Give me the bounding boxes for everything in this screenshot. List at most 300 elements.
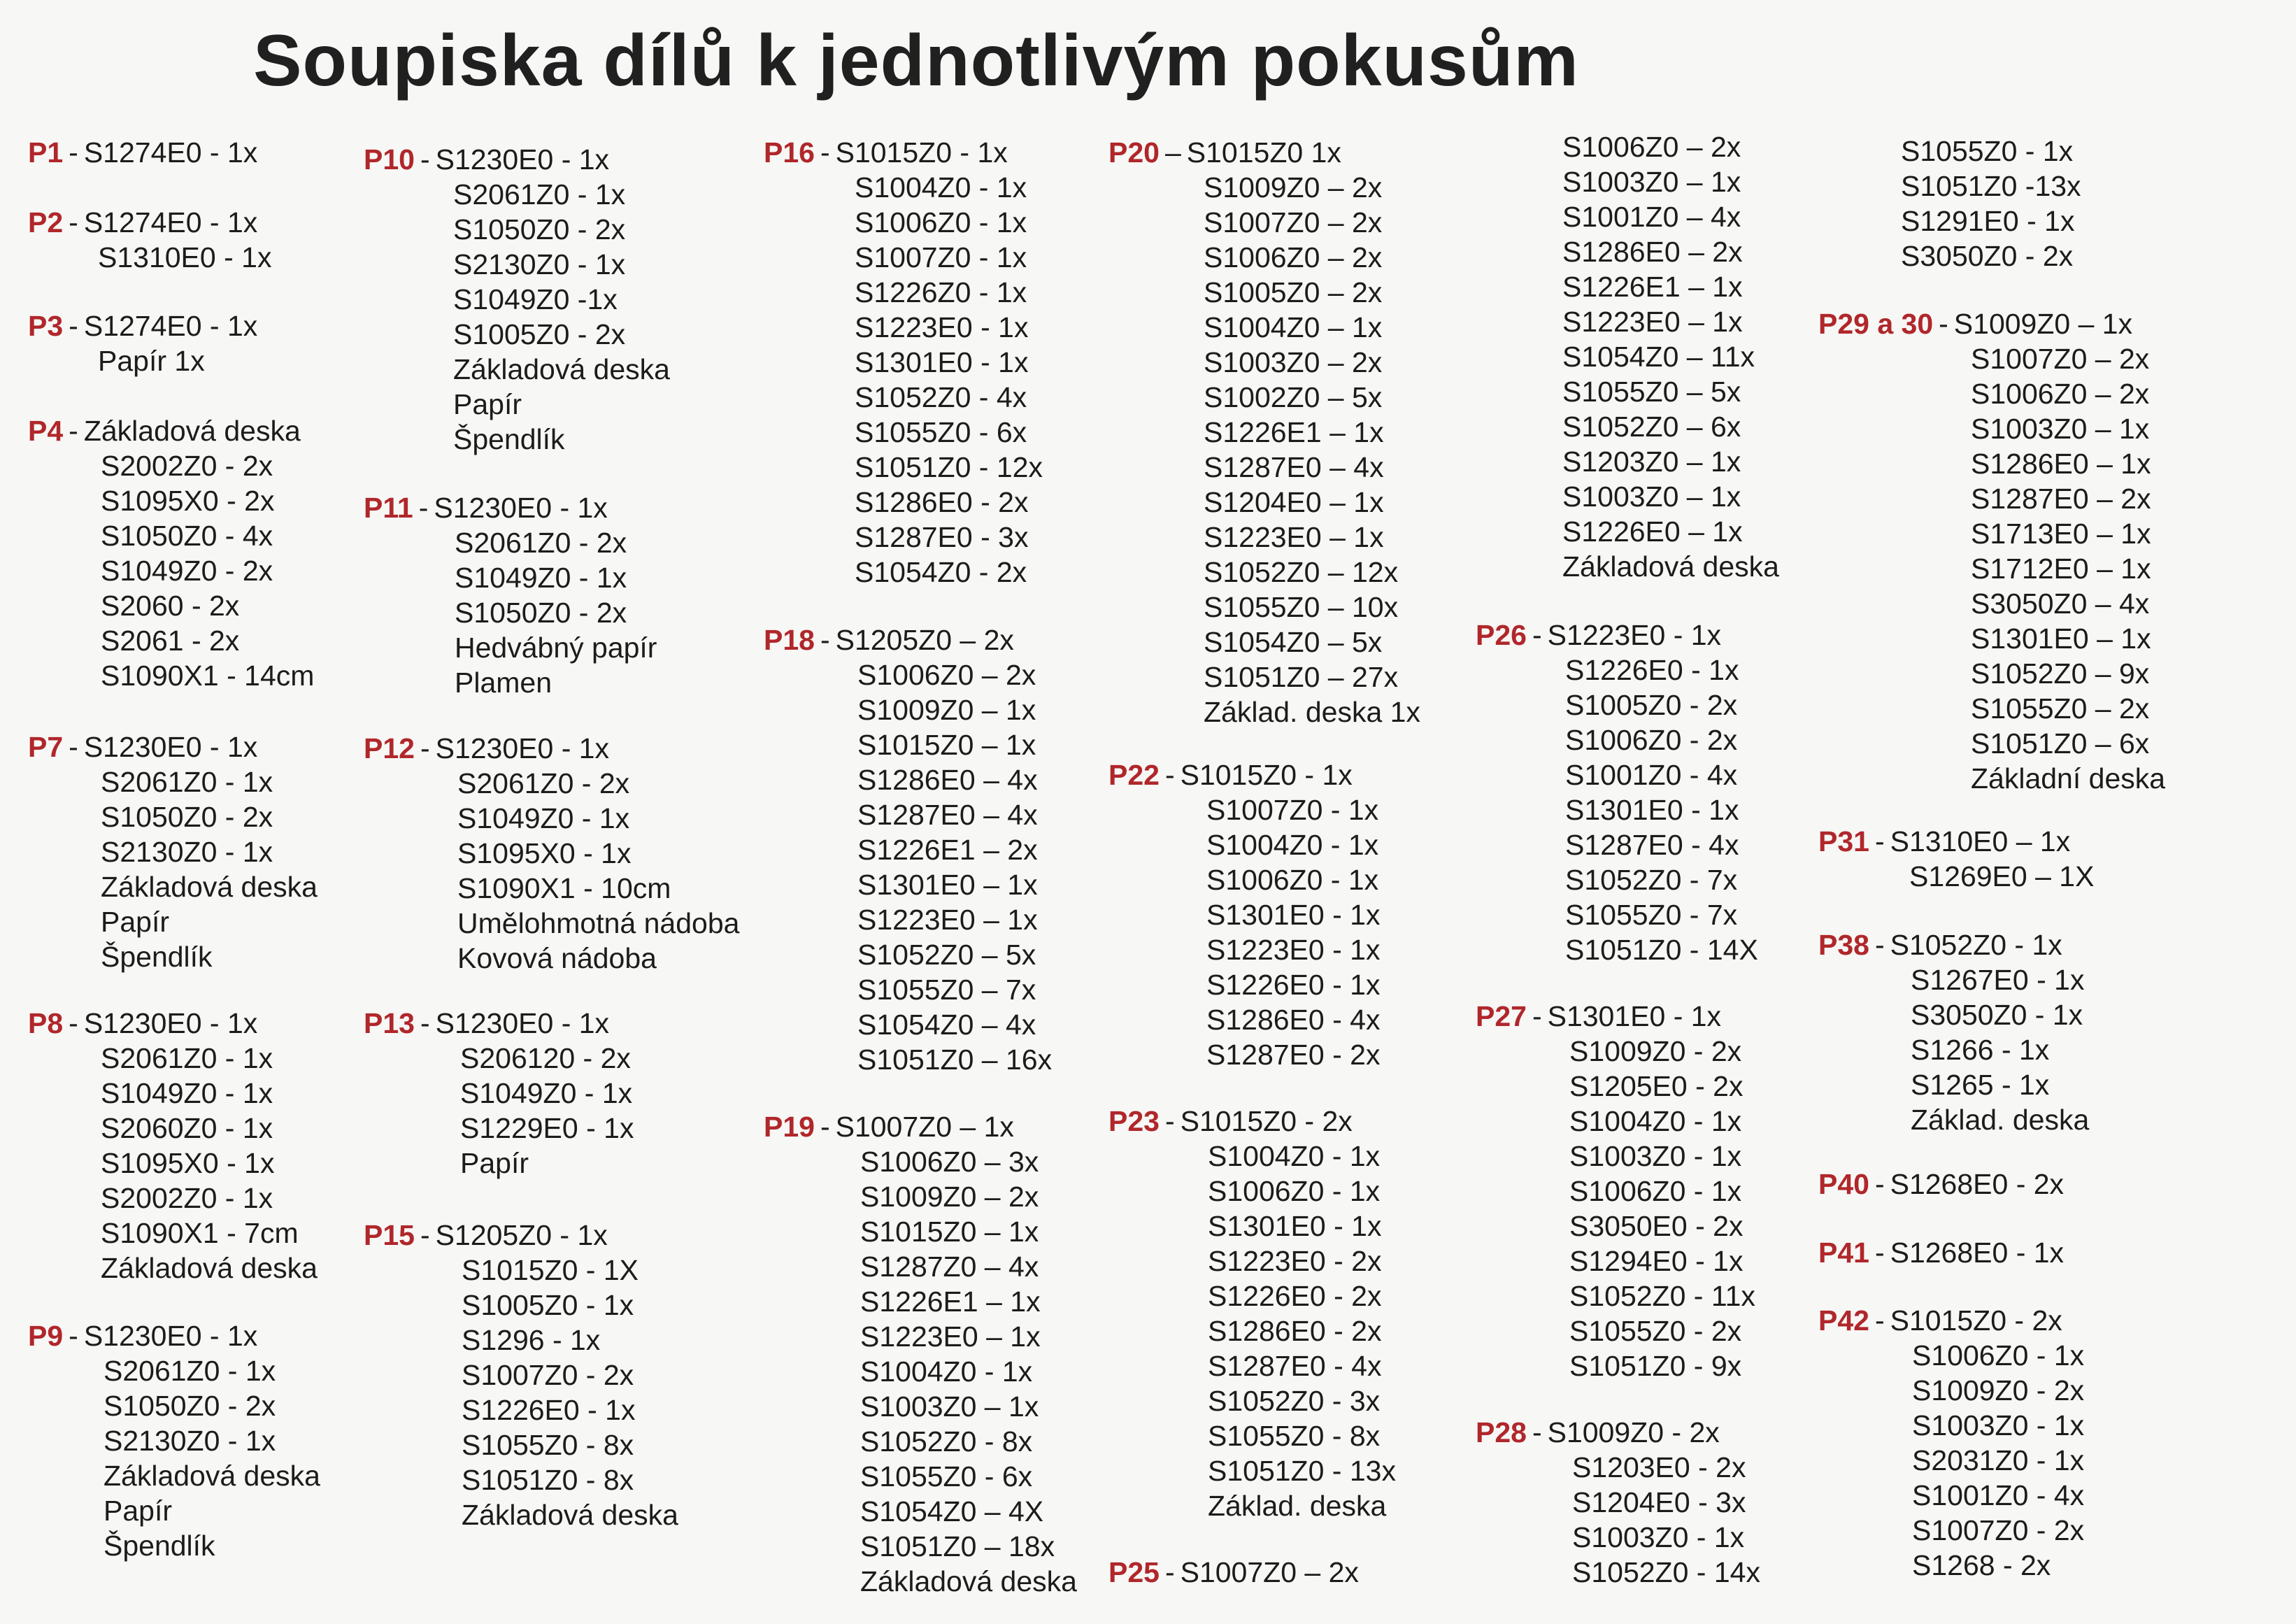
part-entry: S1004Z0 - 1x — [860, 1355, 1033, 1388]
part-entry: S1051Z0 – 27x — [1204, 661, 1399, 693]
part-entry: S1051Z0 - 13x — [1208, 1455, 1396, 1487]
part-row — [1476, 271, 1779, 306]
part-entry: S1055Z0 – 7x — [857, 974, 1036, 1006]
part-entry: S2130Z0 - 1x — [453, 248, 626, 280]
part-entry: S1223E0 – 1x — [1562, 306, 1743, 338]
part-row — [1818, 1104, 2089, 1139]
label-separator: - — [1874, 929, 1885, 961]
experiment-continuation — [1818, 135, 2081, 275]
label-separator: - — [420, 1007, 430, 1039]
part-row — [28, 450, 314, 485]
part-row — [1476, 166, 1779, 201]
part-row — [28, 345, 257, 380]
part-row — [1108, 1004, 1380, 1039]
part-row — [1108, 1039, 1380, 1074]
part-entry: S1230E0 - 1x — [83, 731, 258, 763]
label-separator: - — [1532, 1416, 1542, 1448]
experiment-label: P3 — [28, 310, 64, 342]
part-row — [1476, 201, 1779, 236]
label-separator: - — [418, 492, 429, 524]
part-row — [1108, 276, 1420, 311]
part-entry: S1007Z0 – 2x — [1180, 1556, 1359, 1588]
part-row — [364, 1112, 634, 1147]
part-entry: S1267E0 - 1x — [1911, 964, 2085, 996]
part-row — [764, 1146, 1077, 1181]
part-row — [1108, 1245, 1396, 1280]
part-row — [28, 801, 318, 836]
part-entry: S1266 - 1x — [1911, 1034, 2050, 1066]
part-row — [1108, 969, 1380, 1004]
part-entry: S1015Z0 - 1X — [462, 1254, 639, 1286]
part-row — [764, 1355, 1077, 1390]
part-entry: Základ. deska — [1208, 1490, 1387, 1522]
part-entry: S1226E1 – 1x — [1562, 271, 1743, 303]
experiment-label: P38 — [1818, 929, 1869, 961]
part-entry: Základová deska — [462, 1499, 678, 1531]
part-row — [28, 1217, 318, 1252]
part-row — [1476, 1280, 1755, 1315]
part-row — [1818, 692, 2165, 727]
part-row — [364, 248, 670, 283]
part-entry: S1712E0 – 1x — [1971, 553, 2151, 585]
part-row — [764, 764, 1052, 799]
part-entry: S1005Z0 – 2x — [1204, 276, 1383, 308]
experiment-label: P19 — [764, 1111, 815, 1143]
part-row — [364, 632, 657, 667]
part-entry: S1055Z0 - 1x — [1901, 135, 2074, 167]
part-entry: Základová deska — [101, 871, 318, 903]
part-row — [1818, 727, 2165, 762]
experiment-p7 — [28, 731, 318, 976]
part-row — [1818, 1069, 2089, 1104]
experiment-label: P40 — [1818, 1168, 1869, 1200]
part-entry: Papír — [101, 906, 169, 938]
part-entry: S1006Z0 - 1x — [855, 206, 1027, 238]
part-entry: S1051Z0 – 16x — [857, 1044, 1053, 1076]
part-entry: S2061Z0 - 1x — [101, 766, 273, 798]
part-entry: S1052Z0 - 14x — [1572, 1556, 1760, 1588]
part-row — [28, 1355, 320, 1390]
part-row — [28, 1252, 318, 1287]
part-entry: S1286E0 - 4x — [1206, 1004, 1381, 1036]
part-entry: S1051Z0 – 18x — [860, 1530, 1055, 1562]
part-entry: S1009Z0 - 2x — [1547, 1416, 1720, 1448]
part-entry: S1049Z0 - 2x — [101, 555, 273, 587]
part-entry: S1296 - 1x — [462, 1324, 601, 1356]
part-row — [1108, 171, 1420, 206]
part-row — [764, 521, 1043, 556]
label-separator: - — [820, 136, 830, 169]
part-row — [1108, 451, 1420, 486]
part-entry: S1205Z0 – 2x — [835, 624, 1014, 656]
part-row — [28, 485, 314, 520]
part-row — [1818, 622, 2165, 657]
part-row — [28, 310, 257, 345]
part-row — [1476, 1245, 1755, 1280]
part-entry: S1009Z0 – 2x — [860, 1181, 1039, 1213]
label-separator: - — [1164, 759, 1175, 791]
experiment-label: P42 — [1818, 1304, 1869, 1337]
part-entry: S1301E0 - 1x — [1565, 794, 1739, 826]
experiment-label: P41 — [1818, 1237, 1869, 1269]
part-entry: S1095X0 - 1x — [101, 1147, 275, 1179]
part-entry: S1310E0 - 1x — [98, 241, 272, 273]
part-row — [1476, 131, 1779, 166]
experiment-label: P2 — [28, 206, 64, 238]
part-entry: S1268E0 - 1x — [1890, 1237, 2065, 1269]
part-row — [1476, 1000, 1755, 1035]
experiment-label: P22 — [1108, 759, 1160, 791]
part-entry: S1052Z0 - 3x — [1208, 1385, 1381, 1417]
experiment-p2 — [28, 206, 271, 276]
part-row — [764, 556, 1043, 591]
part-row — [1476, 1175, 1755, 1210]
part-row — [1476, 1035, 1755, 1070]
part-entry: S1055Z0 – 5x — [1562, 376, 1741, 408]
part-entry: S2002Z0 - 2x — [101, 450, 273, 482]
part-entry: Základová deska — [104, 1460, 320, 1492]
part-entry: S1205Z0 - 1x — [435, 1219, 608, 1251]
part-row — [364, 1394, 678, 1429]
part-entry: S1001Z0 – 4x — [1562, 201, 1741, 233]
part-entry: S1054Z0 – 4x — [857, 1009, 1036, 1041]
experiment-p26 — [1476, 619, 1758, 969]
experiment-label: P18 — [764, 624, 815, 656]
part-row — [764, 799, 1052, 834]
part-entry: Základ. deska 1x — [1204, 696, 1420, 728]
part-entry: S1015Z0 - 2x — [1890, 1304, 2062, 1337]
experiment-p40 — [1818, 1168, 2064, 1203]
experiment-p16 — [764, 136, 1043, 591]
part-entry: S1294E0 - 1x — [1569, 1245, 1744, 1277]
part-entry: S1015Z0 – 1x — [857, 729, 1036, 761]
part-row — [1818, 1444, 2084, 1479]
part-entry: S1274E0 - 1x — [83, 310, 258, 342]
part-entry: S2061Z0 - 1x — [101, 1042, 273, 1074]
experiment-label: P4 — [28, 415, 64, 447]
part-row — [1476, 515, 1779, 550]
part-row — [28, 415, 314, 450]
experiment-label: P9 — [28, 1320, 64, 1352]
part-row — [1818, 587, 2165, 622]
part-row — [764, 904, 1052, 939]
part-row — [1818, 240, 2081, 275]
part-row — [1818, 1237, 2064, 1272]
part-row — [364, 143, 670, 178]
label-separator: - — [1532, 619, 1542, 651]
part-row — [1476, 1105, 1755, 1140]
part-entry: S1006Z0 - 1x — [1912, 1339, 2085, 1372]
part-row — [764, 1530, 1077, 1565]
part-row — [364, 1429, 678, 1464]
experiment-p13 — [364, 1007, 634, 1182]
experiment-label: P31 — [1818, 825, 1869, 857]
experiment-p31 — [1818, 825, 2094, 895]
part-entry: S1090X1 - 7cm — [101, 1217, 299, 1249]
part-row — [28, 1390, 320, 1425]
part-row — [1476, 411, 1779, 446]
part-row — [764, 241, 1043, 276]
part-row — [1108, 1490, 1396, 1525]
part-entry: S1230E0 - 1x — [83, 1320, 258, 1352]
part-entry: S206120 - 2x — [460, 1042, 631, 1074]
part-entry: S3050E0 - 2x — [1569, 1210, 1744, 1242]
part-row — [1108, 1556, 1359, 1591]
part-row — [764, 1320, 1077, 1355]
part-entry: S1301E0 - 1x — [1206, 899, 1381, 931]
part-row — [1818, 518, 2165, 553]
part-row — [364, 1007, 634, 1042]
part-row — [364, 667, 657, 701]
part-row — [28, 1147, 318, 1182]
experiment-p29-a-30 — [1818, 308, 2165, 797]
experiment-label: P11 — [364, 492, 413, 524]
part-row — [764, 136, 1043, 171]
part-entry: S1052Z0 – 6x — [1562, 411, 1741, 443]
part-entry: S1049Z0 -1x — [453, 283, 618, 315]
part-entry: S1291E0 - 1x — [1901, 205, 2075, 237]
part-row — [1818, 657, 2165, 692]
experiment-p38 — [1818, 929, 2089, 1139]
part-row — [1108, 416, 1420, 451]
part-row — [364, 1359, 678, 1394]
part-row — [764, 1216, 1077, 1251]
part-row — [28, 1077, 318, 1112]
label-separator: - — [1164, 1556, 1175, 1588]
part-row — [1108, 1350, 1396, 1385]
part-entry: S1055Z0 - 8x — [462, 1429, 634, 1461]
part-entry: S1203E0 - 2x — [1572, 1451, 1746, 1483]
part-row — [764, 451, 1043, 486]
part-row — [1108, 794, 1380, 829]
part-entry: S1095X0 - 2x — [101, 485, 275, 517]
part-entry: S2130Z0 - 1x — [101, 836, 273, 868]
part-entry: S1009Z0 – 1x — [1953, 308, 2133, 340]
label-separator: - — [420, 143, 430, 176]
part-row — [364, 732, 739, 767]
part-entry: Papír — [104, 1495, 172, 1527]
part-entry: S2130Z0 - 1x — [104, 1425, 276, 1457]
part-entry: S1204E0 – 1x — [1204, 486, 1384, 518]
part-row — [1108, 136, 1420, 171]
part-entry: S1001Z0 - 4x — [1912, 1479, 2085, 1511]
part-row — [1818, 1168, 2064, 1203]
part-entry: Základ. deska — [1911, 1104, 2090, 1136]
part-row — [28, 1182, 318, 1217]
part-row — [1476, 236, 1779, 271]
part-entry: Základová deska — [453, 353, 670, 385]
part-entry: Plamen — [455, 667, 552, 699]
experiment-label: P13 — [364, 1007, 415, 1039]
part-entry: S1015Z0 - 2x — [1180, 1105, 1353, 1137]
part-row — [764, 381, 1043, 416]
part-entry: S1301E0 - 1x — [1208, 1210, 1382, 1242]
part-row — [1818, 413, 2165, 448]
part-entry: S3050Z0 – 4x — [1971, 587, 2150, 620]
part-row — [28, 1460, 320, 1495]
part-entry: S1223E0 - 1x — [1547, 619, 1722, 651]
experiment-p20 — [1108, 136, 1420, 731]
part-row — [364, 1499, 678, 1534]
part-row — [1108, 829, 1380, 864]
part-entry: S1055Z0 - 8x — [1208, 1420, 1381, 1452]
part-row — [1108, 1175, 1396, 1210]
experiment-p10 — [364, 143, 670, 458]
part-row — [1108, 591, 1420, 626]
part-row — [764, 416, 1043, 451]
part-row — [1108, 1385, 1396, 1420]
part-entry: S1003Z0 - 1x — [1569, 1140, 1742, 1172]
part-row — [764, 171, 1043, 206]
part-row — [364, 1464, 678, 1499]
part-entry: S1049Z0 - 1x — [457, 802, 630, 834]
part-row — [1476, 829, 1758, 864]
part-entry: S1049Z0 - 1x — [101, 1077, 273, 1109]
part-row — [1818, 553, 2165, 587]
part-entry: S1286E0 – 2x — [1562, 236, 1743, 268]
part-row — [764, 1460, 1077, 1495]
part-entry: Papír — [460, 1147, 529, 1179]
part-entry: S1004Z0 – 1x — [1204, 311, 1383, 343]
experiment-p4 — [28, 415, 314, 695]
part-entry: S1001Z0 - 4x — [1565, 759, 1738, 791]
part-entry: S1287E0 - 3x — [855, 521, 1029, 553]
part-row — [1476, 1451, 1760, 1486]
part-row — [1476, 619, 1758, 654]
part-entry: Základová deska — [1562, 550, 1779, 583]
part-row — [764, 939, 1052, 974]
part-entry: S1050Z0 - 2x — [455, 597, 627, 629]
part-row — [764, 1251, 1077, 1285]
part-row — [364, 597, 657, 632]
part-entry: S1006Z0 – 2x — [1562, 131, 1741, 163]
part-entry: S1090X1 - 14cm — [101, 660, 315, 692]
part-row — [1818, 448, 2165, 483]
experiment-label: P1 — [28, 136, 64, 169]
part-entry: S2060Z0 - 1x — [101, 1112, 273, 1144]
part-row — [364, 213, 670, 248]
experiment-p42 — [1818, 1304, 2084, 1584]
label-separator: - — [1874, 1237, 1885, 1269]
part-row — [364, 1147, 634, 1182]
part-row — [28, 1112, 318, 1147]
part-row — [28, 625, 314, 660]
part-entry: S1055Z0 - 7x — [1565, 899, 1738, 931]
part-entry: S1301E0 - 1x — [1547, 1000, 1722, 1032]
part-row — [28, 1007, 318, 1042]
part-entry: S1050Z0 - 4x — [101, 520, 273, 552]
label-separator: - — [1164, 1105, 1175, 1137]
part-entry: S2061 - 2x — [101, 625, 240, 657]
part-entry: S2061Z0 - 2x — [455, 527, 627, 559]
part-row — [1818, 999, 2089, 1034]
part-entry: S1223E0 – 1x — [860, 1320, 1041, 1353]
experiment-label: P7 — [28, 731, 64, 763]
experiment-label: P28 — [1476, 1416, 1527, 1448]
label-separator: - — [69, 206, 78, 238]
part-entry: S1015Z0 – 1x — [860, 1216, 1039, 1248]
part-entry: S1287E0 - 4x — [1565, 829, 1739, 861]
part-row — [1818, 1514, 2084, 1549]
part-entry: S1287E0 – 4x — [1204, 451, 1384, 483]
part-row — [1476, 1315, 1755, 1350]
part-row — [28, 941, 318, 976]
part-entry: S1287Z0 – 4x — [860, 1251, 1039, 1283]
part-entry: S1055Z0 - 6x — [855, 416, 1027, 448]
part-entry: S1005Z0 - 2x — [453, 318, 626, 350]
part-entry: S1009Z0 - 2x — [1912, 1374, 2085, 1406]
part-row — [1108, 1140, 1396, 1175]
part-row — [28, 1495, 320, 1530]
part-row — [1818, 1549, 2084, 1584]
part-entry: S1049Z0 - 1x — [455, 562, 627, 594]
part-entry: Hedvábný papír — [455, 632, 657, 664]
part-entry: S1052Z0 – 9x — [1971, 657, 2150, 690]
experiment-p23 — [1108, 1105, 1396, 1525]
part-row — [364, 283, 670, 318]
experiment-label: P23 — [1108, 1105, 1160, 1137]
part-entry: S1006Z0 – 2x — [1204, 241, 1383, 273]
part-entry: S1009Z0 – 1x — [857, 694, 1036, 726]
part-entry: S1009Z0 - 2x — [1569, 1035, 1742, 1067]
part-row — [1476, 1070, 1755, 1105]
part-row — [1818, 1304, 2084, 1339]
part-entry: S1310E0 – 1x — [1890, 825, 2071, 857]
part-row — [364, 562, 657, 597]
part-row — [1476, 689, 1758, 724]
part-row — [1476, 480, 1779, 515]
part-entry: S1052Z0 - 4x — [855, 381, 1027, 413]
part-row — [364, 837, 739, 872]
part-row — [28, 871, 318, 906]
part-row — [764, 1009, 1052, 1044]
experiment-p25 — [1108, 1556, 1359, 1591]
part-row — [764, 206, 1043, 241]
part-entry: S1287E0 - 2x — [1206, 1039, 1381, 1071]
part-row — [1476, 550, 1779, 585]
part-entry: S1226E0 - 1x — [462, 1394, 636, 1426]
part-row — [1818, 825, 2094, 860]
label-separator: - — [820, 1111, 830, 1143]
part-row — [1818, 205, 2081, 240]
part-entry: S1055Z0 - 6x — [860, 1460, 1033, 1493]
experiment-label: P26 — [1476, 619, 1527, 651]
part-row — [28, 241, 271, 276]
part-entry: S2031Z0 - 1x — [1912, 1444, 2085, 1476]
part-entry: S1226E0 - 2x — [1208, 1280, 1382, 1312]
part-row — [764, 1181, 1077, 1216]
part-entry: S1055Z0 – 2x — [1971, 692, 2150, 725]
part-entry: S1090X1 - 10cm — [457, 872, 671, 904]
part-row — [1476, 1210, 1755, 1245]
part-row — [28, 660, 314, 695]
part-entry: S1006Z0 - 1x — [1569, 1175, 1742, 1207]
part-entry: S3050Z0 - 2x — [1901, 240, 2074, 272]
part-entry: S2060 - 2x — [101, 590, 240, 622]
part-entry: S1007Z0 - 1x — [1206, 794, 1379, 826]
part-row — [364, 802, 739, 837]
part-row — [28, 1042, 318, 1077]
part-row — [1818, 964, 2089, 999]
label-separator: - — [69, 1007, 78, 1039]
part-row — [28, 766, 318, 801]
part-entry: Špendlík — [101, 941, 213, 973]
part-entry: S2061Z0 - 2x — [457, 767, 630, 799]
part-row — [28, 1425, 320, 1460]
part-entry: S1050Z0 - 2x — [104, 1390, 276, 1422]
part-row — [764, 729, 1052, 764]
part-row — [364, 1289, 678, 1324]
